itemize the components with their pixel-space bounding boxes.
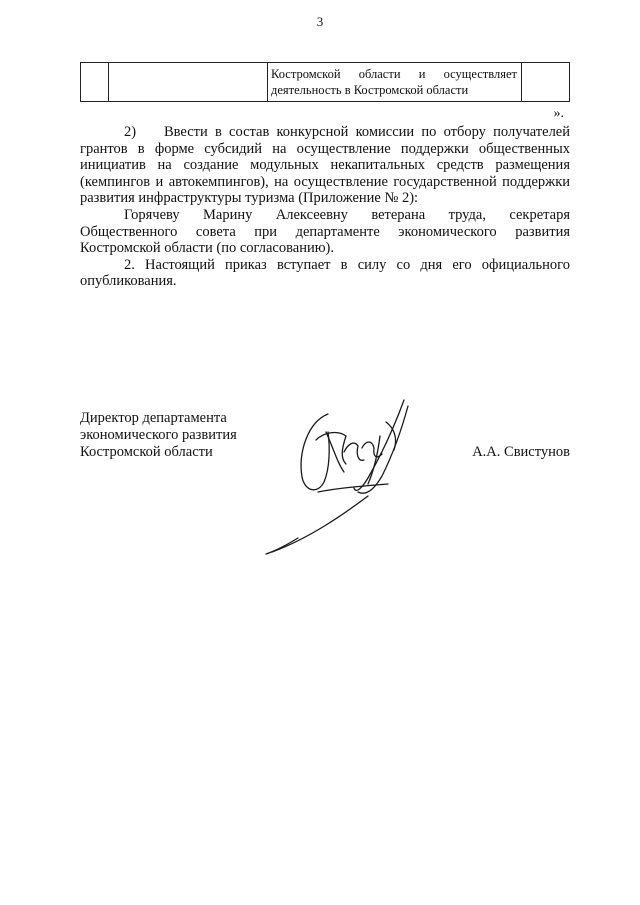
closing-quote: ». [553,106,564,121]
table-column-divider [267,63,268,101]
signatory-title-line: Директор департамента [80,410,227,426]
paragraph-commission-member: Горячеву Марину Алексеевну ветерана труда, секретаря Общественного совета при департаменте экономического развития Костромской области (по согласованию). [80,206,570,257]
item-number: 2) [124,124,137,140]
paragraph-item-2 [80,124,570,207]
table-cell-text [271,66,517,98]
order-body [80,124,570,290]
table-fragment [80,62,570,102]
paragraph-clause-2: 2. Настоящий приказ вступает в силу со дня его официального опубликования. [80,256,570,290]
table-cell-line: деятельность в Костромской области [271,83,469,97]
handwritten-signature [258,392,448,562]
item-2-text: Ввести в состав конкурсной комиссии по отбору получателей грантов в форме субсидий на осуществление поддержки общественных инициатив на создание модульных некапитальных средств размещения (кемпингов и автокемпингов), на осуществление государственной поддержки развития инфраструктуры туризма (Приложение № 2): [80,124,570,207]
table-column-divider [108,63,109,101]
signatory-title-line: Костромской области [80,444,213,460]
table-cell-line: Костромской области и осуществляет [271,67,517,81]
signatory-title [80,410,237,461]
signatory-name: А.А. Свистунов [472,444,570,460]
signatory-title-line: экономического развития [80,427,237,443]
table-column-divider [521,63,522,101]
page-number: 3 [316,14,324,29]
